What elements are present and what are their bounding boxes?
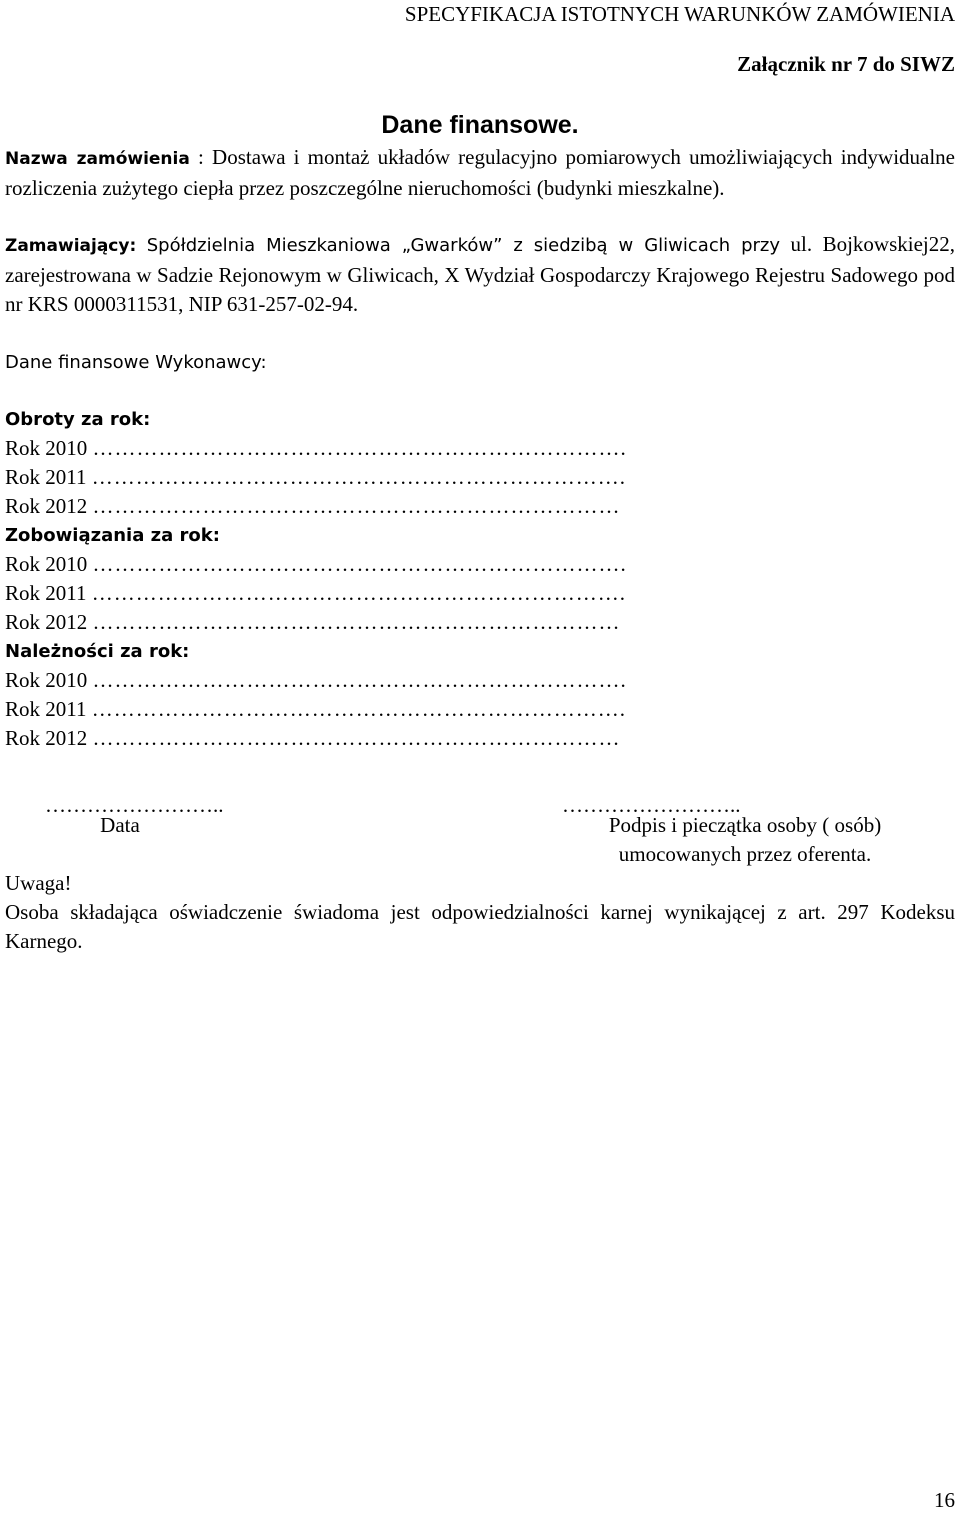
row-turnover-2012[interactable]: Rok 2012 ………………………………………………………………: [5, 494, 621, 518]
row-turnover-2011[interactable]: Rok 2011 ……………………………………………………………….: [5, 465, 626, 489]
buyer-label: Zamawiający:: [5, 236, 137, 256]
page-title: Dane finansowe.: [381, 111, 579, 139]
order-label: Nazwa zamówienia: [5, 149, 190, 169]
buyer-paragraph: [5, 230, 955, 319]
row-liabilities-2010[interactable]: Rok 2010 ……………………………………………………………….: [5, 552, 627, 576]
section-heading-liabilities: Zobowiązania za rok:: [5, 525, 220, 546]
row-receivables-2011[interactable]: Rok 2011 ……………………………………………………………….: [5, 697, 626, 721]
row-receivables-2010[interactable]: Rok 2010 ……………………………………………………………….: [5, 668, 627, 692]
annex-label: Załącznik nr 7 do SIWZ: [737, 52, 955, 76]
spec-header: SPECYFIKACJA ISTOTNYCH WARUNKÓW ZAMÓWIENIA: [404, 2, 955, 26]
signature-label-1: Podpis i pieczątka osoby ( osób): [608, 813, 882, 837]
signature-label-2: umocowanych przez oferenta.: [618, 842, 872, 866]
signature-line[interactable]: ……………………..: [562, 793, 741, 817]
buyer-name: Spółdzielnia Mieszkaniowa „Gwarków” z siedzibą w Gliwicach przy: [146, 235, 781, 256]
date-label: Data: [100, 813, 140, 837]
order-sep: :: [189, 145, 213, 169]
row-liabilities-2012[interactable]: Rok 2012 ………………………………………………………………: [5, 610, 621, 634]
date-line[interactable]: ……………………..: [45, 793, 224, 817]
order-paragraph: [5, 143, 955, 203]
page-number: 16: [934, 1488, 955, 1512]
contractor-label: Dane finansowe Wykonawcy:: [5, 352, 267, 373]
note-label: Uwaga!: [5, 871, 72, 895]
section-heading-turnover: Obroty za rok:: [5, 409, 151, 430]
section-heading-receivables: Należności za rok:: [5, 641, 190, 662]
document-page: [5, 0, 955, 1513]
order-text: Dostawa i montaż układów regulacyjno pomiarowych umożliwiających indywidualne rozliczenia zużytego ciepła przez poszczególne nieruchomości (budynki mieszkalne).: [5, 145, 956, 200]
row-turnover-2010[interactable]: Rok 2010 ……………………………………………………………….: [5, 436, 627, 460]
note-text: Osoba składająca oświadczenie świadoma jest odpowiedzialności karnej wynikającej z art. 297 Kodeksu Karnego.: [5, 900, 955, 953]
row-liabilities-2011[interactable]: Rok 2011 ……………………………………………………………….: [5, 581, 626, 605]
buyer-text: ul. Bojkowskiej22, zarejestrowana w Sadzie Rejonowym w Gliwicach, X Wydział Gospodarczy Krajowego Rejestru Sadowego pod nr KRS 0000311531, NIP 631-257-02-94.: [5, 232, 956, 316]
row-receivables-2012[interactable]: Rok 2012 ………………………………………………………………: [5, 726, 621, 750]
